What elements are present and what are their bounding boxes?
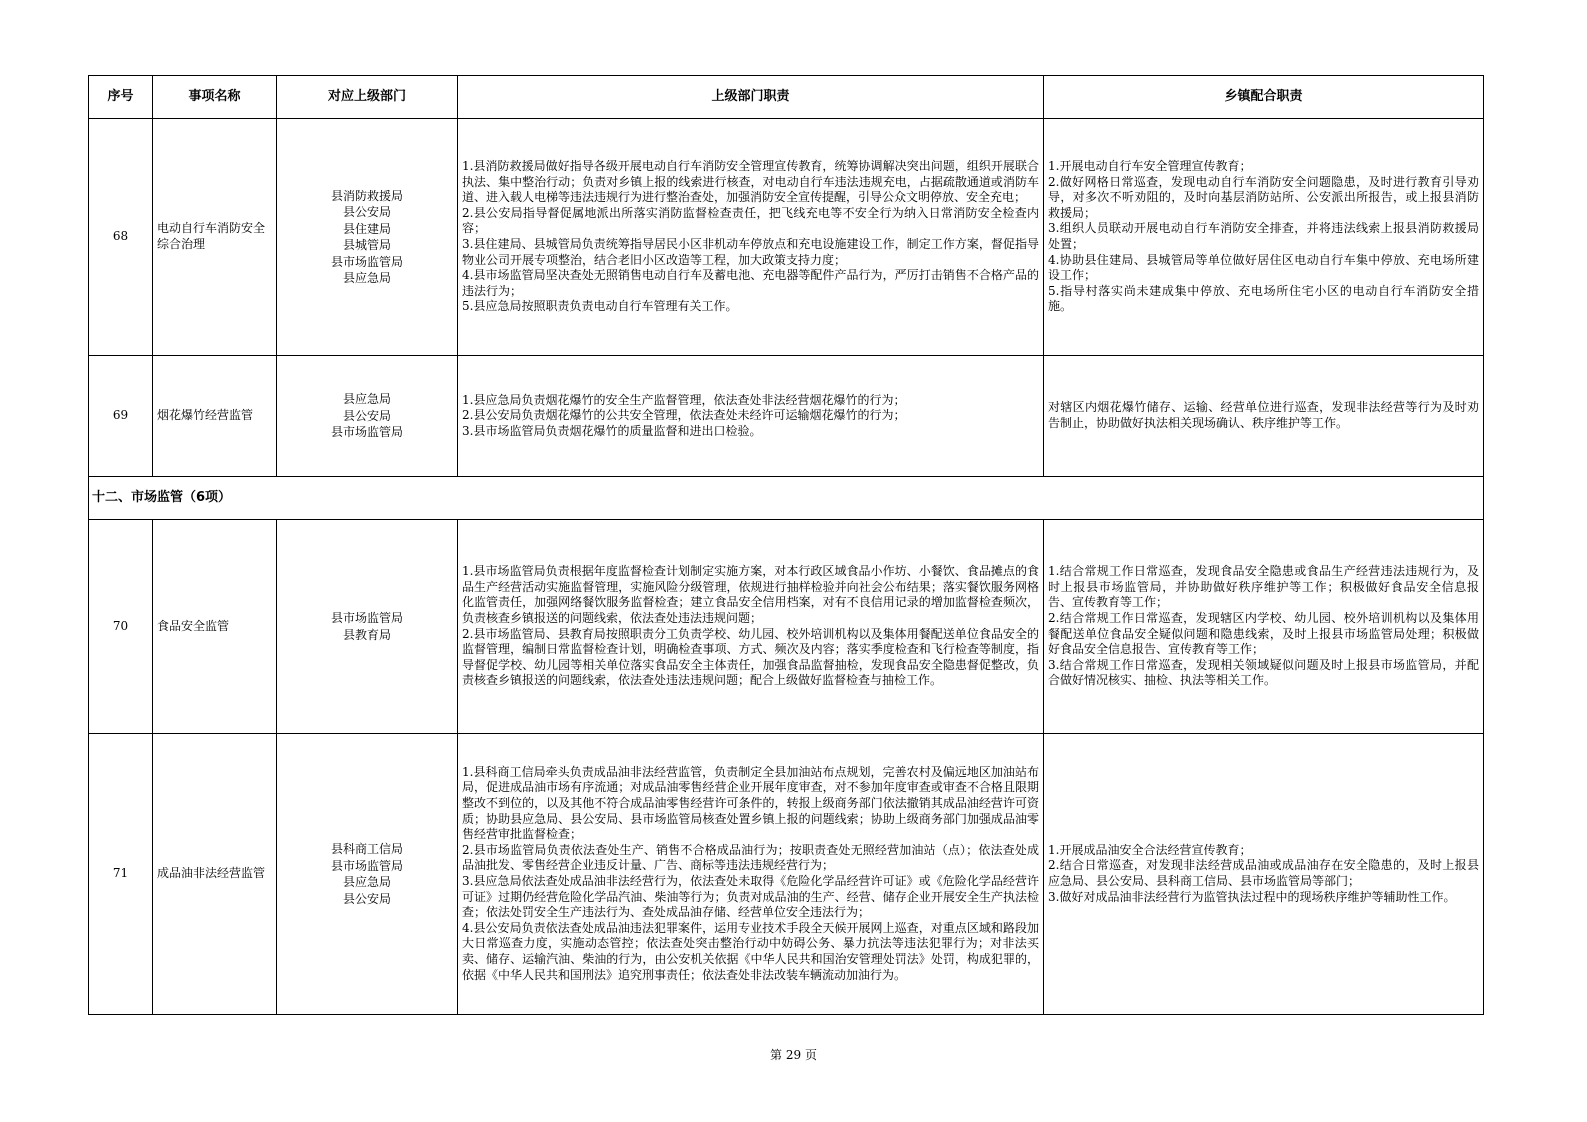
row-item-name: 烟花爆竹经营监管: [153, 356, 277, 477]
row-superior-duty: [458, 734, 1044, 1015]
dept-line: 县应急局: [342, 271, 391, 285]
header-item-name: 事项名称: [153, 76, 277, 119]
duty-paragraph: 1.县消防救援局做好指导各级开展电动自行车消防安全管理宣传教育，统筹协调解决突出问题，组织开展联合执法、集中整治行动；负责对乡镇上报的线索进行核查，对电动自行车违法违规充电，占据疏散通道或消防车道、进入载人电梯等违法违规行为进行整治查处，加强消防安全宣传提醒，引导公众文明停放、安全充电；: [462, 159, 1039, 205]
dept-line: 县公安局: [342, 408, 391, 423]
row-item-name: 食品安全监管: [153, 520, 277, 734]
dept-line: 县应急局: [342, 392, 391, 407]
row-superior-duty: [458, 520, 1044, 734]
dept-line: 县消防救援局: [330, 188, 403, 203]
duty-table: [88, 75, 1484, 1015]
row-seq: 71: [89, 734, 153, 1015]
page-number: 第 29 页: [770, 1048, 817, 1062]
row-depts: [277, 356, 458, 477]
row-township-duty: [1044, 734, 1484, 1015]
section-title: 十二、市场监管（6项）: [89, 477, 1484, 520]
duty-paragraph: 1.县市场监管局负责根据年度监督检查计划制定实施方案，对本行政区域食品小作坊、小餐饮、食品摊点的食品生产经营活动实施监督管理，实施风险分级管理，依规进行抽样检验并向社会公布结果；落实餐饮服务网格化监管责任，加强网络餐饮服务监督检查；建立食品安全信用档案，对有不良信用记录的增加监督检查频次，负责核查乡镇报送的问题线索，依法查处违法违规问题；: [462, 564, 1039, 625]
duty-paragraph: 对辖区内烟花爆竹储存、运输、经营单位进行巡查，发现非法经营等行为及时劝告制止，协助做好执法相关现场确认、秩序维护等工作。: [1048, 400, 1479, 430]
duty-paragraph: 1.开展成品油安全合法经营宣传教育；: [1048, 842, 1252, 857]
row-township-duty: [1044, 119, 1484, 356]
duty-table-sheet: [88, 75, 1483, 1015]
duty-paragraph: 4.县市场监管局坚决查处无照销售电动自行车及蓄电池、充电器等配件产品行为，严厉打击销售不合格产品的违法行为；: [462, 268, 1039, 298]
duty-paragraph: 1.结合常规工作日常巡查，发现食品安全隐患或食品生产经营违法违规行为，及时上报县市场监管局，并协助做好秩序维护等工作；积极做好食品安全信息报告、宣传教育等工作；: [1048, 564, 1479, 610]
dept-line: 县市场监管局: [330, 254, 403, 269]
row-superior-duty: [458, 119, 1044, 356]
row-seq: 68: [89, 119, 153, 356]
table-row: [89, 356, 1484, 477]
table-header-row: [89, 76, 1484, 119]
row-depts: [277, 119, 458, 356]
duty-paragraph: 2.县市场监管局负责依法查处生产、销售不合格成品油行为；按职责查处无照经营加油站（点）；依法查处成品油批发、零售经营企业违反计量、广告、商标等违法违规经营行为；: [462, 842, 1039, 873]
duty-paragraph: 3.组织人员联动开展电动自行车消防安全排查，并将违法线索上报县消防救援局处置；: [1048, 221, 1479, 251]
dept-line: 县市场监管局: [330, 425, 403, 440]
row-superior-duty: [458, 356, 1044, 477]
duty-paragraph: 2.县公安局负责烟花爆竹的公共安全管理，依法查处未经许可运输烟花爆竹的行为；: [462, 408, 906, 423]
row-seq: 69: [89, 356, 153, 477]
duty-paragraph: 3.县应急局依法查处成品油非法经营行为，依法查处未取得《危险化学品经营许可证》或《危险化学品经营许可证》过期仍经营危险化学品汽油、柴油等行为；负责对成品油的生产、经营、储存企业开展安全生产执法检查；依法处罚安全生产违法行为、查处成品油存储、经营单位安全违法行为；: [462, 874, 1039, 920]
duty-paragraph: 1.县应急局负责烟花爆竹的安全生产监督管理，依法查处非法经营烟花爆竹的行为；: [462, 392, 906, 407]
dept-line: 县住建局: [342, 221, 391, 236]
duty-paragraph: 3.结合常规工作日常巡查，发现相关领域疑似问题及时上报县市场监管局，并配合做好情况核实、抽检、执法等相关工作。: [1048, 657, 1479, 688]
duty-paragraph: 4.协助县住建局、县城管局等单位做好居住区电动自行车集中停放、充电场所建设工作；: [1048, 252, 1479, 283]
duty-paragraph: 2.县公安局指导督促属地派出所落实消防监督检查责任，把飞线充电等不安全行为纳入日常消防安全检查内容；: [462, 205, 1039, 236]
duty-paragraph: 5.指导村落实尚未建成集中停放、充电场所住宅小区的电动自行车消防安全措施。: [1048, 283, 1479, 314]
duty-paragraph: 3.做好对成品油非法经营行为监管执法过程中的现场秩序维护等辅助性工作。: [1048, 889, 1456, 904]
header-dept: 对应上级部门: [277, 76, 458, 119]
duty-paragraph: 1.县科商工信局牵头负责成品油非法经营监管，负责制定全县加油站布点规划，完善农村及偏远地区加油站布局，促进成品油市场有序流通；对成品油零售经营企业开展年度审查，对不参加年度审查或审查不合格且限期整改不到位的，以及其他不符合成品油零售经营许可条件的，转报上级商务部门依法撤销其成品油经营许可资质；协助县应急局、县公安局、县市场监管局核查处置乡镇上报的问题线索；协助上级商务部门加强成品油零售经营审批监督检查；: [462, 764, 1039, 842]
duty-paragraph: 3.县住建局、县城管局负责统筹指导居民小区非机动车停放点和充电设施建设工作，制定工作方案，督促指导物业公司开展专项整治，结合老旧小区改造等工程，加大政策支持力度；: [462, 237, 1039, 267]
row-seq: 70: [89, 520, 153, 734]
dept-line: 县市场监管局: [330, 611, 403, 625]
dept-line: 县城管局: [342, 238, 391, 252]
row-item-name: 成品油非法经营监管: [153, 734, 277, 1015]
table-row: [89, 119, 1484, 356]
row-township-duty: [1044, 356, 1484, 477]
duty-paragraph: 2.结合日常巡查，对发现非法经营成品油或成品油存在安全隐患的，及时上报县应急局、县公安局、县科商工信局、县市场监管局等部门；: [1048, 858, 1479, 888]
duty-paragraph: 2.做好网格日常巡查，发现电动自行车消防安全问题隐患，及时进行教育引导劝导，对多次不听劝阻的，及时向基层消防站所、公安派出所报告，或上报县消防救援局；: [1048, 174, 1479, 220]
duty-paragraph: 2.结合常规工作日常巡查，发现辖区内学校、幼儿园、校外培训机构以及集体用餐配送单位食品安全疑似问题和隐患线索，及时上报县市场监管局处理；积极做好食品安全信息报告、宣传教育等工作；: [1048, 610, 1479, 657]
dept-line: 县科商工信局: [330, 842, 403, 856]
duty-paragraph: 1.开展电动自行车安全管理宣传教育；: [1048, 159, 1252, 174]
header-township-duty: 乡镇配合职责: [1044, 76, 1484, 119]
duty-paragraph: 3.县市场监管局负责烟花爆竹的质量监督和进出口检验。: [462, 423, 762, 438]
dept-line: 县公安局: [342, 891, 391, 906]
row-township-duty: [1044, 520, 1484, 734]
duty-paragraph: 5.县应急局按照职责负责电动自行车管理有关工作。: [462, 299, 738, 314]
duty-paragraph: 4.县公安局负责依法查处成品油违法犯罪案件，运用专业技术手段全天候开展网上巡查，对重点区域和路段加大日常巡查力度，实施动态管控；依法查处突击整治行动中妨碍公务、暴力抗法等违法犯罪行为；对非法买卖、储存、运输汽油、柴油的行为，由公安机关依据《中华人民共和国治安管理处罚法》处罚，构成犯罪的，依据《中华人民共和国刑法》追究刑事责任；依法查处非法改装车辆流动加油行为。: [462, 920, 1039, 982]
row-depts: [277, 734, 458, 1015]
header-seq: 序号: [89, 76, 153, 119]
dept-line: 县应急局: [342, 875, 391, 889]
dept-line: 县教育局: [342, 627, 391, 642]
dept-line: 县市场监管局: [330, 858, 403, 873]
row-depts: [277, 520, 458, 734]
table-row: [89, 520, 1484, 734]
row-item-name: 电动自行车消防安全综合治理: [153, 119, 277, 356]
table-row: [89, 734, 1484, 1015]
section-row: [89, 477, 1484, 520]
header-superior-duty: 上级部门职责: [458, 76, 1044, 119]
dept-line: 县公安局: [342, 205, 391, 219]
duty-paragraph: 2.县市场监管局、县教育局按照职责分工负责学校、幼儿园、校外培训机构以及集体用餐配送单位食品安全的监督管理，编制日常监督检查计划，明确检查事项、方式、频次及内容；落实季度检查和飞行检查等制度，指导督促学校、幼儿园等相关单位落实食品安全主体责任，加强食品监督抽检，发现食品安全隐患督促整改，负责核查乡镇报送的问题线索，依法查处违法违规问题；配合上级做好监督检查与抽检工作。: [462, 626, 1039, 688]
